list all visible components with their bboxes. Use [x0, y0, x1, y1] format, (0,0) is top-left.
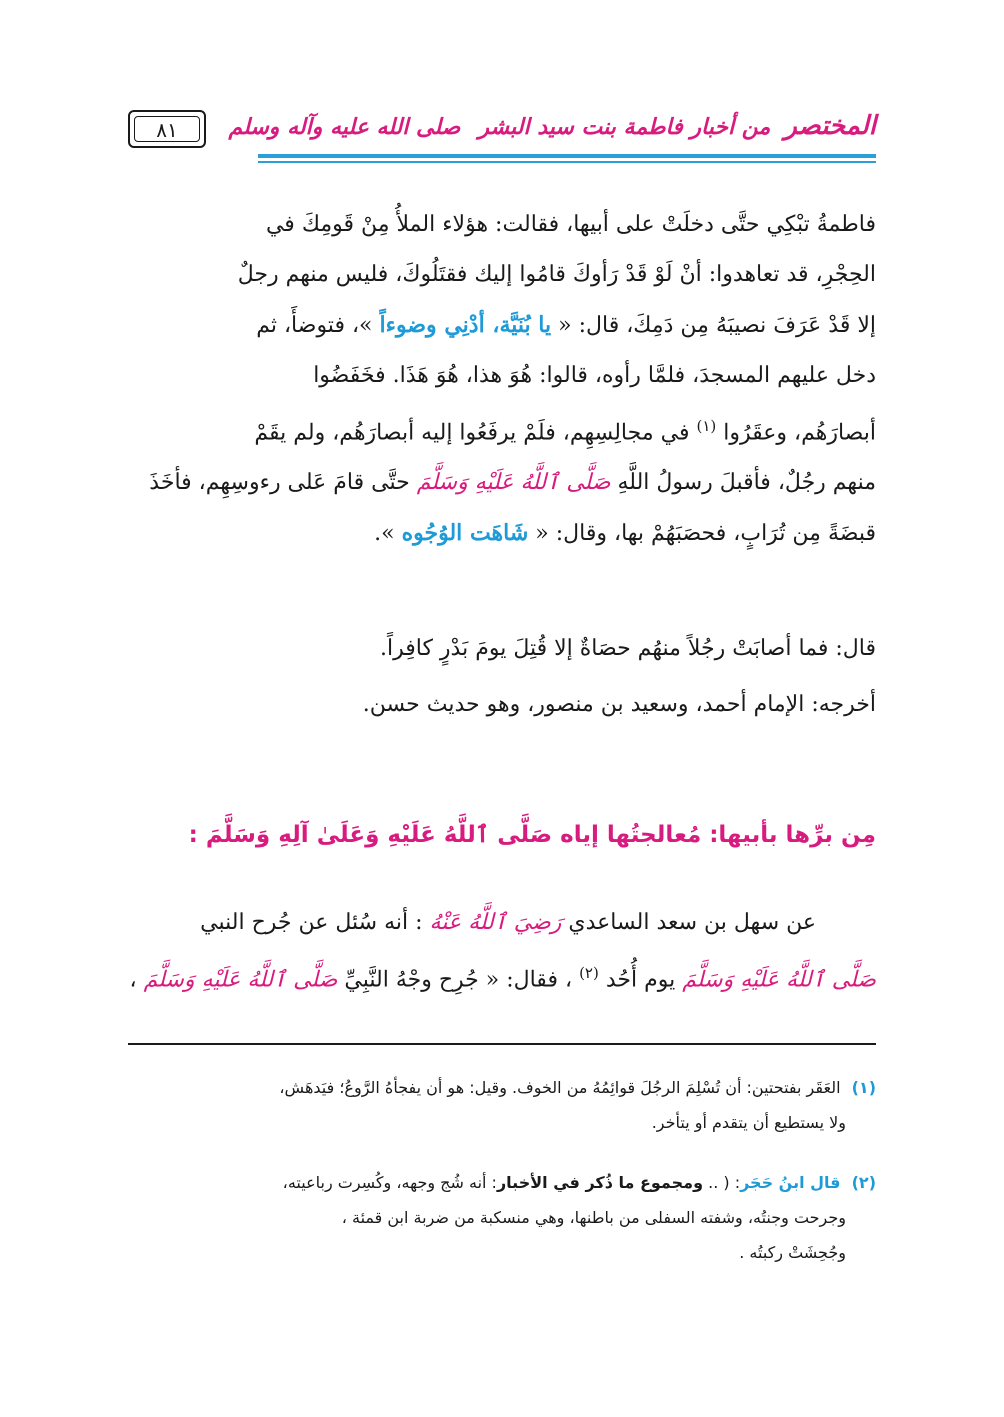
- text-line: الحِجْرِ، قد تعاهدوا: أنْ لَوْ قَدْ رَأوكَ قامُوا إليك فقتَلُوكَ، فليس منهم رجلٌ: [237, 262, 876, 287]
- section-heading: مِن برِّها بأبيها: مُعالجتُها إياه صَلَّى ٱللَّهُ عَلَيْهِ وَعَلَىٰ آلِهِ وَسَلَّمَ :: [188, 822, 876, 848]
- footnote-2: (٢) قال ابنُ حَجَر: ( .. ومجموع ما ذُكر في الأخبار: أنه شُج وجهه، وكُسِرت رباعيته، وجرحت وجنتُه، وشفته السفلى من باطنها، وهي منسكبة من ضربة ابن قمئة ، وجُحِشَتْ ركبتُه .: [282, 1173, 876, 1262]
- quote-highlight: يا بُنَيَّة، أدْنِي وضوءاً: [379, 312, 552, 338]
- radiya-glyph: رَضِيَ ٱللَّهُ عَنْهُ: [429, 910, 562, 935]
- paragraph-2: [128, 898, 876, 1005]
- header-title-sub: من أخبار فاطمة بنت سيد البشر: [478, 114, 771, 140]
- text-line: دخل عليهم المسجدَ، فلمَّا رأوه، قالوا: هُوَ هذا، هُوَ هَذَا. فخَفَضُوا: [313, 363, 876, 388]
- footnote-ref-2[interactable]: (٢): [579, 964, 599, 982]
- footnote-ref-1[interactable]: (١): [696, 417, 717, 435]
- footnote-separator: [128, 1043, 876, 1045]
- header-title-salutation: صلى الله عليه وآله وسلم: [228, 114, 461, 140]
- text-line: إلا قَدْ عَرَفَ نصيبَهُ مِن دَمِكَ، قال: « يا بُنَيَّة، أدْنِي وضوءاً »، فتوضأَ، ثم: [256, 312, 876, 338]
- footnote-1: (١) العَقَر بفتحتين: أن تُسْلِمَ الرجُلَ قوائِمُهُ من الخوف. وقيل: هو أن يفجأهُ الرَّوعُ؛ فيَدهَش، ولا يستطيع أن يتقدم أو يتأخر.: [279, 1078, 876, 1132]
- page-number-frame: [128, 110, 206, 148]
- header-rule-thin: [258, 161, 876, 163]
- text-line: صَلَّى ٱللَّهُ عَلَيْهِ وَسَلَّمَ يوم أُحُد $^{(٢)}$ ، فقال: « جُرِح وجْهُ النَّبِيِّ صَلَّى ٱللَّهُ عَلَيْهِ وَسَلَّمَ ،: [129, 964, 876, 993]
- footnote-number: (٢): [851, 1173, 876, 1192]
- paragraph-1: [128, 200, 876, 559]
- text-line: فاطمةُ تبْكِي حتَّى دخلَتْ على أبيها، فقالت: هؤلاء الملأُ مِنْ قَومِكَ في: [265, 212, 876, 237]
- text-line-takhrij: أخرجه: الإمام أحمد، وسعيد بن منصور، وهو حديث حسن.: [362, 692, 876, 717]
- salutation-glyph: صَلَّى ٱللَّهُ عَلَيْهِ وَسَلَّمَ: [416, 470, 611, 496]
- page-number: ٨١: [134, 116, 200, 142]
- text-line: عن سهل بن سعد الساعدي رَضِيَ ٱللَّهُ عَنْهُ : أنه سُئل عن جُرح النبي: [200, 910, 816, 935]
- quote-highlight: شَاهَت الوُجُوه: [401, 520, 529, 547]
- text-line: منهم رجُلٌ، فأقبلَ رسولُ اللَّهِ صَلَّى ٱللَّهُ عَلَيْهِ وَسَلَّمَ حتَّى قامَ عَلى رءوسِهِم، فأخَذَ: [149, 470, 876, 496]
- header-rule-thick: [258, 154, 876, 158]
- page-header: [128, 100, 876, 164]
- text-line-qaal: قال: فما أصابَتْ رجُلاً منهُم حصَاةٌ إلا قُتِلَ يومَ بَدْرٍ كافِراً.: [380, 636, 876, 661]
- header-title-main: المختصر: [784, 111, 876, 141]
- salutation-glyph: صَلَّى ٱللَّهُ عَلَيْهِ وَسَلَّمَ: [143, 967, 338, 993]
- header-title: [228, 100, 876, 152]
- text-line: قبضَةً مِن تُرَابٍ، فحصَبَهُمْ بها، وقال: « شَاهَت الوُجُوه ».: [374, 520, 876, 547]
- footnote-number: (١): [851, 1078, 876, 1097]
- salutation-glyph: صَلَّى ٱللَّهُ عَلَيْهِ وَسَلَّمَ: [682, 967, 876, 993]
- footnote-source: قال ابنُ حَجَر: [740, 1173, 841, 1192]
- text-line: أبصارَهُم، وعقَرُوا $^{(١)}$ في مجالِسِهِم، فلَمْ يرفَعُوا إليه أبصارَهُم، ولم يقَمْ: [254, 417, 876, 446]
